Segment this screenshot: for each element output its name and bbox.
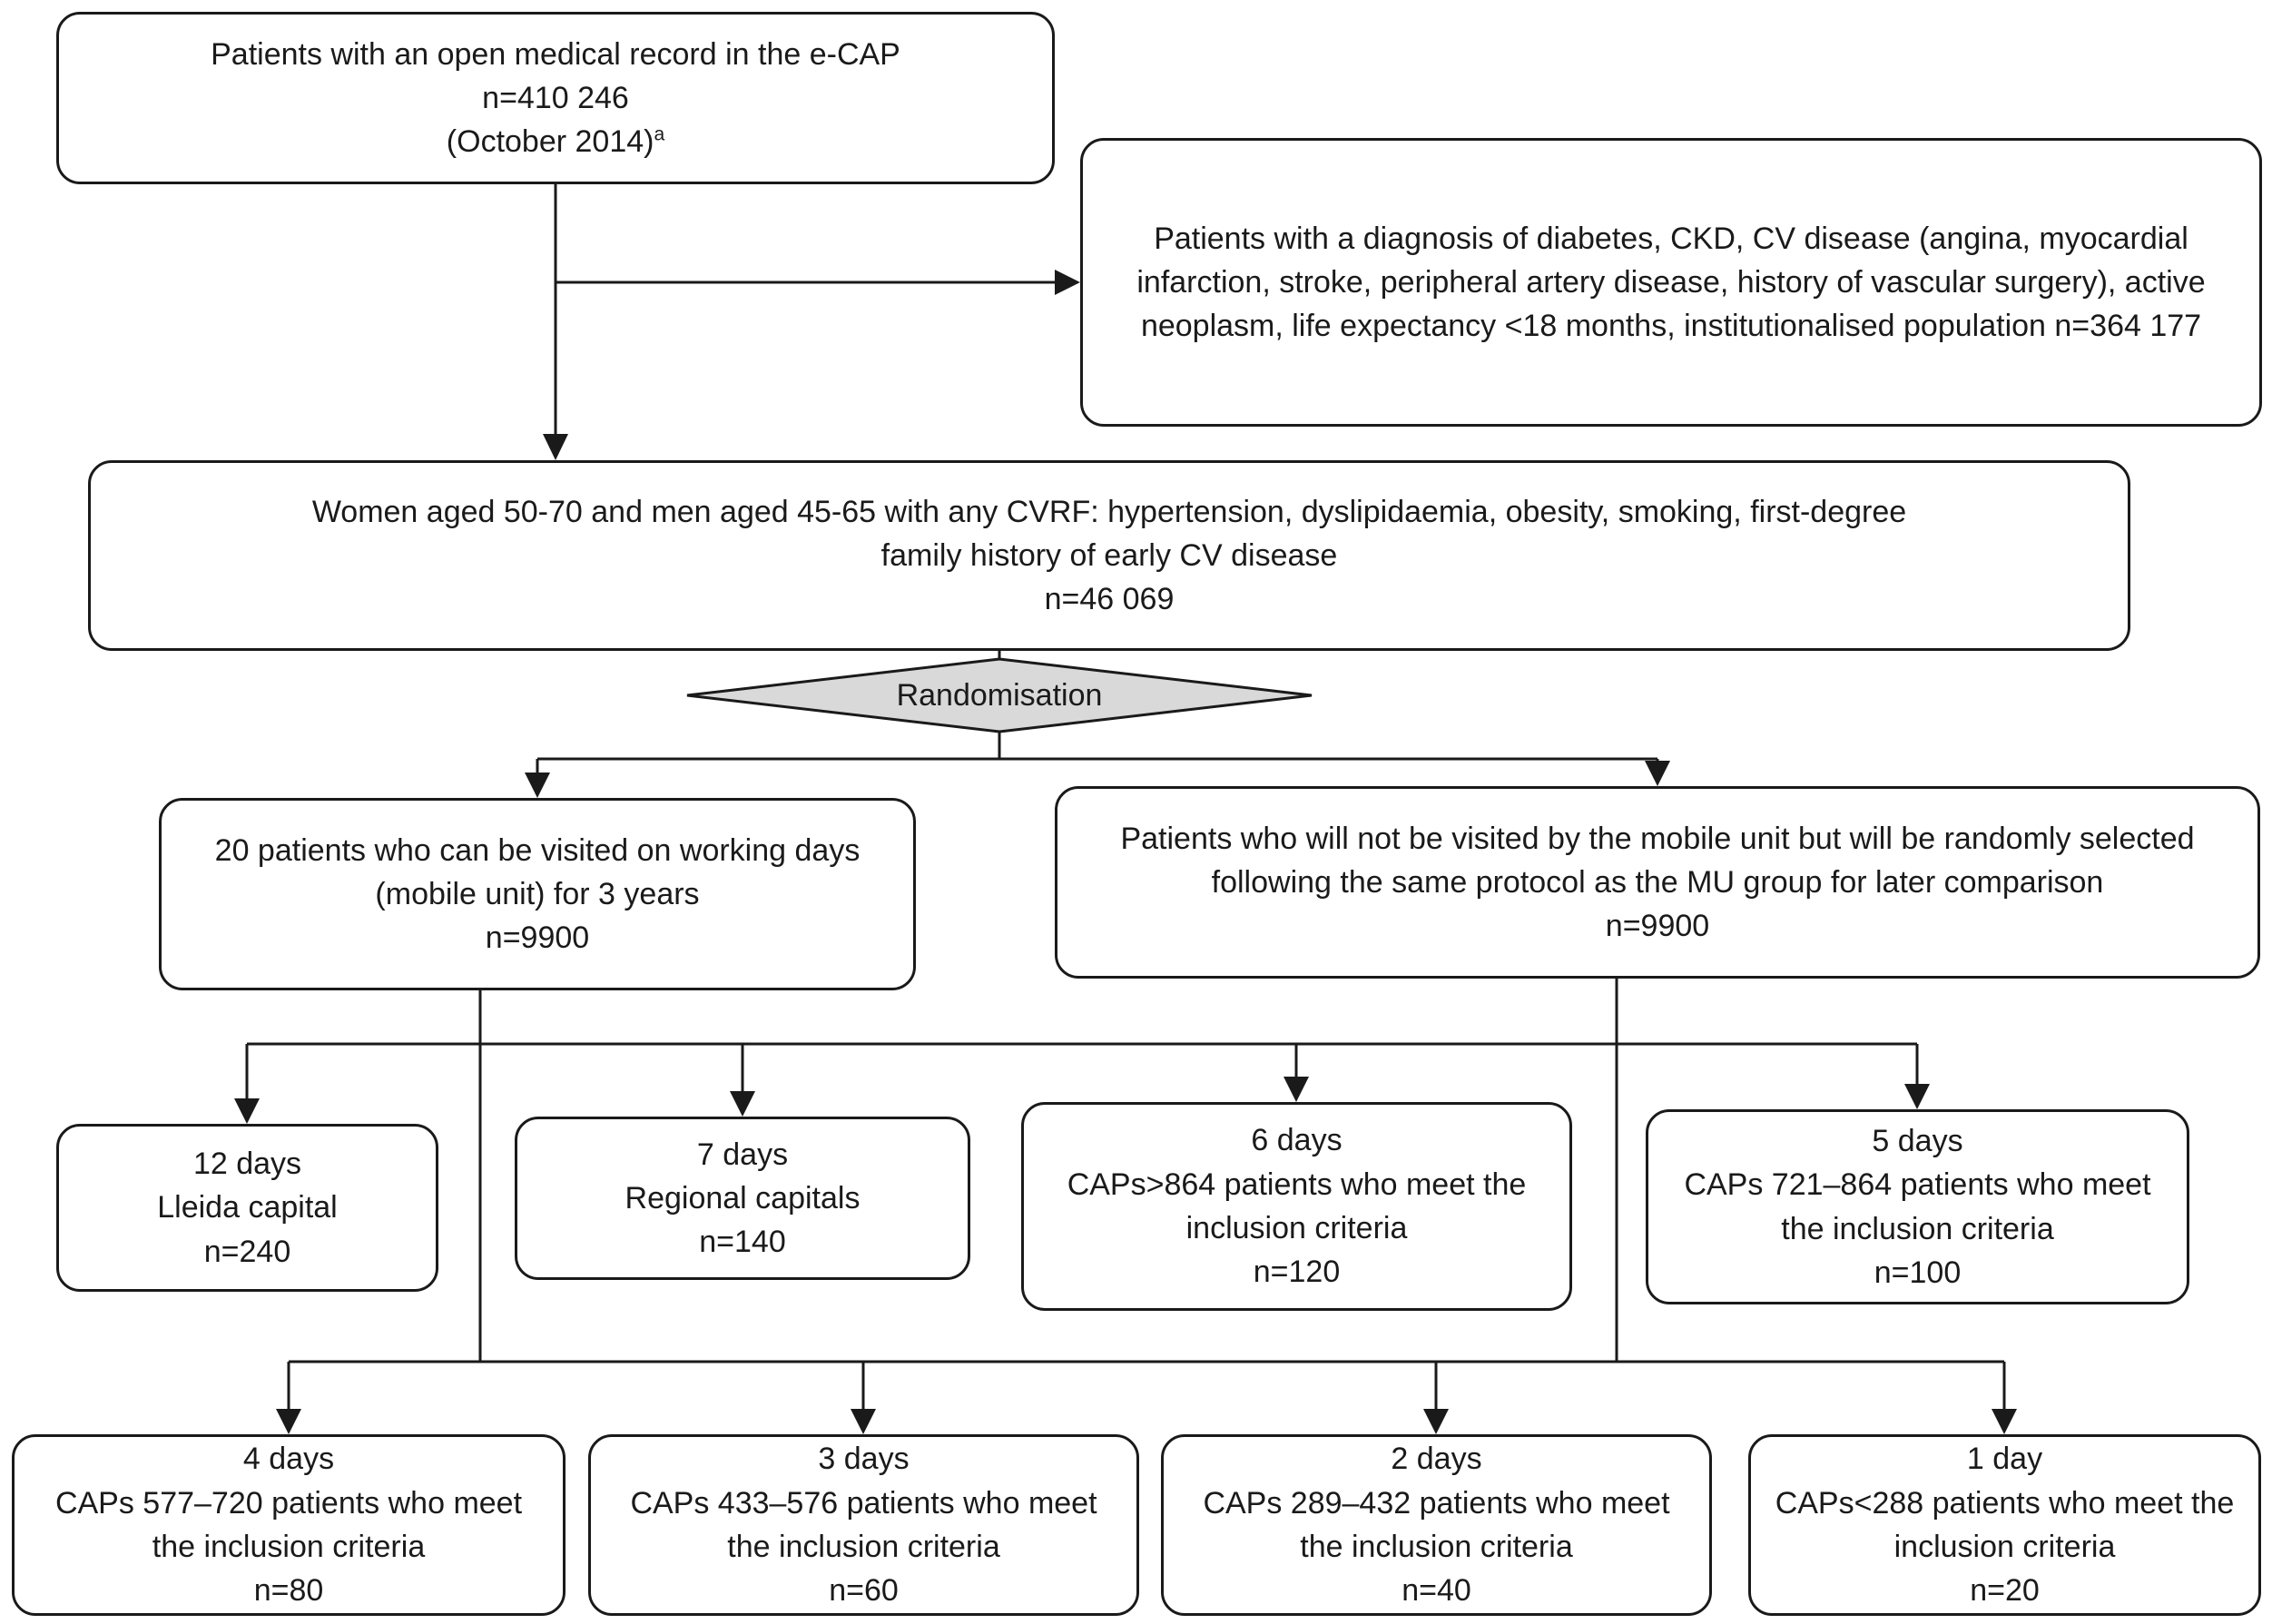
node-n-value: n=40	[1402, 1573, 1471, 1609]
node-n-value: n=9900	[1605, 909, 1710, 944]
node-3-days	[588, 1434, 1139, 1616]
node-days: 3 days	[818, 1442, 910, 1477]
node-n-value: n=80	[253, 1573, 324, 1609]
node-n-value: n=120	[1253, 1255, 1341, 1290]
node-eligible-population	[88, 460, 2130, 651]
node-12-days	[56, 1124, 438, 1292]
node-ecap-population	[56, 12, 1055, 184]
node-n-value: n=140	[699, 1225, 786, 1260]
line-row2-drops	[289, 1362, 2004, 1411]
node-desc: Regional capitals	[625, 1180, 861, 1216]
node-desc: CAPs 433–576 patients who meet the inclusion criteria	[630, 1485, 1097, 1564]
node-2-days	[1161, 1434, 1712, 1616]
node-n-value: n=410 246	[482, 80, 629, 115]
arrow-into-eligible	[543, 434, 568, 460]
node-days: 5 days	[1872, 1123, 1963, 1158]
node-6-days	[1021, 1102, 1572, 1311]
node-desc: CAPs<288 patients who meet the inclusion criteria	[1775, 1485, 2235, 1564]
arrow-into-2days	[1423, 1409, 1449, 1434]
node-control-arm	[1055, 786, 2260, 979]
node-5-days	[1646, 1109, 2189, 1304]
line-diamond-split	[537, 730, 1657, 774]
node-n-value: n=100	[1874, 1255, 1962, 1290]
node-text: Patients who will not be visited by the mobile unit but will be randomly selected following the same protocol as the MU group for later comparison	[1120, 821, 2195, 900]
node-days: 2 days	[1391, 1442, 1482, 1477]
node-n-value: n=240	[203, 1234, 291, 1269]
node-days: 4 days	[242, 1442, 335, 1477]
line-row1-drops	[247, 1044, 1917, 1100]
arrow-into-12days	[234, 1098, 260, 1124]
arrow-into-mu	[525, 773, 550, 798]
node-n-value: n=46 069	[1044, 582, 1175, 617]
arrow-into-1day	[1992, 1409, 2017, 1434]
node-desc: CAPs 577–720 patients who meet the inclusion criteria	[54, 1485, 523, 1564]
node-4-days	[12, 1434, 566, 1616]
node-text: Patients with a diagnosis of diabetes, CKD, CV disease (angina, myocardial infarction, stroke, peripheral artery disease, history of vascular surgery), active neoplasm, life expectancy <18 months, institutionalised population n=364 177	[1136, 221, 2206, 344]
node-days: 1 day	[1966, 1442, 2043, 1477]
footnote-marker: a	[654, 123, 665, 145]
node-n-value: n=9900	[485, 920, 590, 956]
node-7-days	[515, 1117, 970, 1280]
arrow-into-6days	[1284, 1077, 1309, 1102]
node-text: 20 patients who can be visited on working days (mobile unit) for 3 years	[214, 832, 861, 911]
node-1-day	[1748, 1434, 2261, 1616]
node-n-value: n=60	[829, 1573, 899, 1609]
node-exclusions	[1080, 138, 2262, 427]
node-desc: CAPs>864 patients who meet the inclusion criteria	[1067, 1166, 1527, 1245]
arrow-into-control	[1645, 761, 1670, 786]
node-date: (October 2014)$^a$	[446, 123, 665, 160]
arrow-into-5days	[1904, 1084, 1930, 1109]
node-days: 7 days	[696, 1137, 789, 1172]
node-text: Women aged 50-70 and men aged 45-65 with any CVRF: hypertension, dyslipidaemia, obesity, smoking, first-degree family history of early CV disease	[311, 494, 1907, 573]
node-mobile-unit-arm	[159, 798, 916, 990]
node-days: 6 days	[1251, 1123, 1343, 1158]
node-title: Patients with an open medical record in the e-CAP	[211, 36, 900, 72]
node-desc: CAPs 721–864 patients who meet the inclusion criteria	[1684, 1167, 2151, 1246]
arrow-into-3days	[851, 1409, 876, 1434]
node-days: 12 days	[192, 1147, 302, 1182]
arrow-into-4days	[276, 1409, 301, 1434]
arrow-into-7days	[730, 1091, 755, 1117]
node-desc: CAPs 289–432 patients who meet the inclusion criteria	[1203, 1485, 1670, 1564]
arrow-into-exclusion	[1055, 270, 1080, 295]
node-desc: Lleida capital	[157, 1190, 338, 1225]
randomisation-label: Randomisation	[896, 677, 1103, 713]
node-n-value: n=20	[1970, 1573, 2040, 1609]
